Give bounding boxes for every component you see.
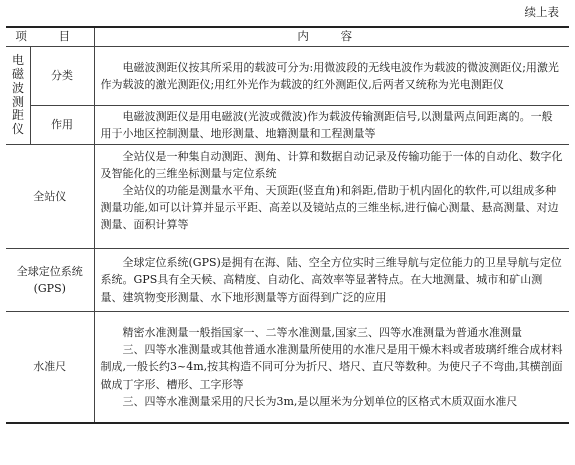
content-classification: 电磁波测距仪按其所采用的载波可分为:用微波段的无线电波作为载波的微波测距仪;用激光作为载波的激光测距仪;用红外光作为载波的红外测距仪,后两者又统称为光电测距仪: [94, 47, 569, 106]
continued-label: 续上表: [524, 5, 559, 19]
table-row: [6, 249, 569, 312]
content-gps: 全球定位系统(GPS)是拥有在海、陆、空全方位实时三维导航与定位能力的卫星导航与定位系统。GPS具有全天候、高精度、自动化、高效率等显著特点。在大地测量、城市和矿山测量、建筑物变形测量、水下地形测量等方面得到广泛的应用: [94, 249, 569, 312]
header-content: 内 容: [94, 27, 569, 47]
category-leveling-rod: 水准尺: [6, 312, 94, 424]
sub-label-classification: 分类: [30, 47, 94, 106]
category-gps: 全球定位系统 (GPS): [6, 249, 94, 312]
sub-label-function: 作用: [30, 106, 94, 145]
content-leveling-rod: 精密水准测量一般指国家一、二等水准测量,国家三、四等水准测量为普通水准测量 三、四等水准测量或其他普通水准测量所使用的水准尺是用干燥木料或者玻璃纤维合成材料制成,一般长约3~4m,按其构造不同可分为折尺、塔尺、直尺等数种。为使尺子不弯曲,其横剖面做成丁字形、槽形、工字形等 三、四等水准测量采用的尺长为3m,是以厘米为分划单位的区格式木质双面水准尺: [94, 312, 569, 424]
content-function: 电磁波测距仪是用电磁波(光波或微波)作为载波传输测距信号,以测量两点间距离的。一般用于小地区控制测量、地形测量、地籍测量和工程测量等: [94, 106, 569, 145]
table-row: [6, 47, 569, 106]
table-row: [6, 145, 569, 249]
table-row: [6, 312, 569, 424]
content-total-station: 全站仪是一种集自动测距、测角、计算和数据自动记录及传输功能于一体的自动化、数字化及智能化的三维坐标测量与定位系统 全站仪的功能是测量水平角、天顶距(竖直角)和斜距,借助于机内固化的软件,可以组成多种测量功能,如可以计算并显示平距、高差以及镜站点的三维坐标,进行偏心测量、悬高测量、对边测量、面积计算等: [94, 145, 569, 249]
category-edm: 电磁波测距仪: [6, 47, 30, 145]
table-header-row: [6, 27, 569, 47]
table-row: [6, 106, 569, 145]
category-total-station: 全站仪: [6, 145, 94, 249]
header-item: 项 目: [6, 27, 94, 47]
instrument-table: [6, 26, 569, 424]
